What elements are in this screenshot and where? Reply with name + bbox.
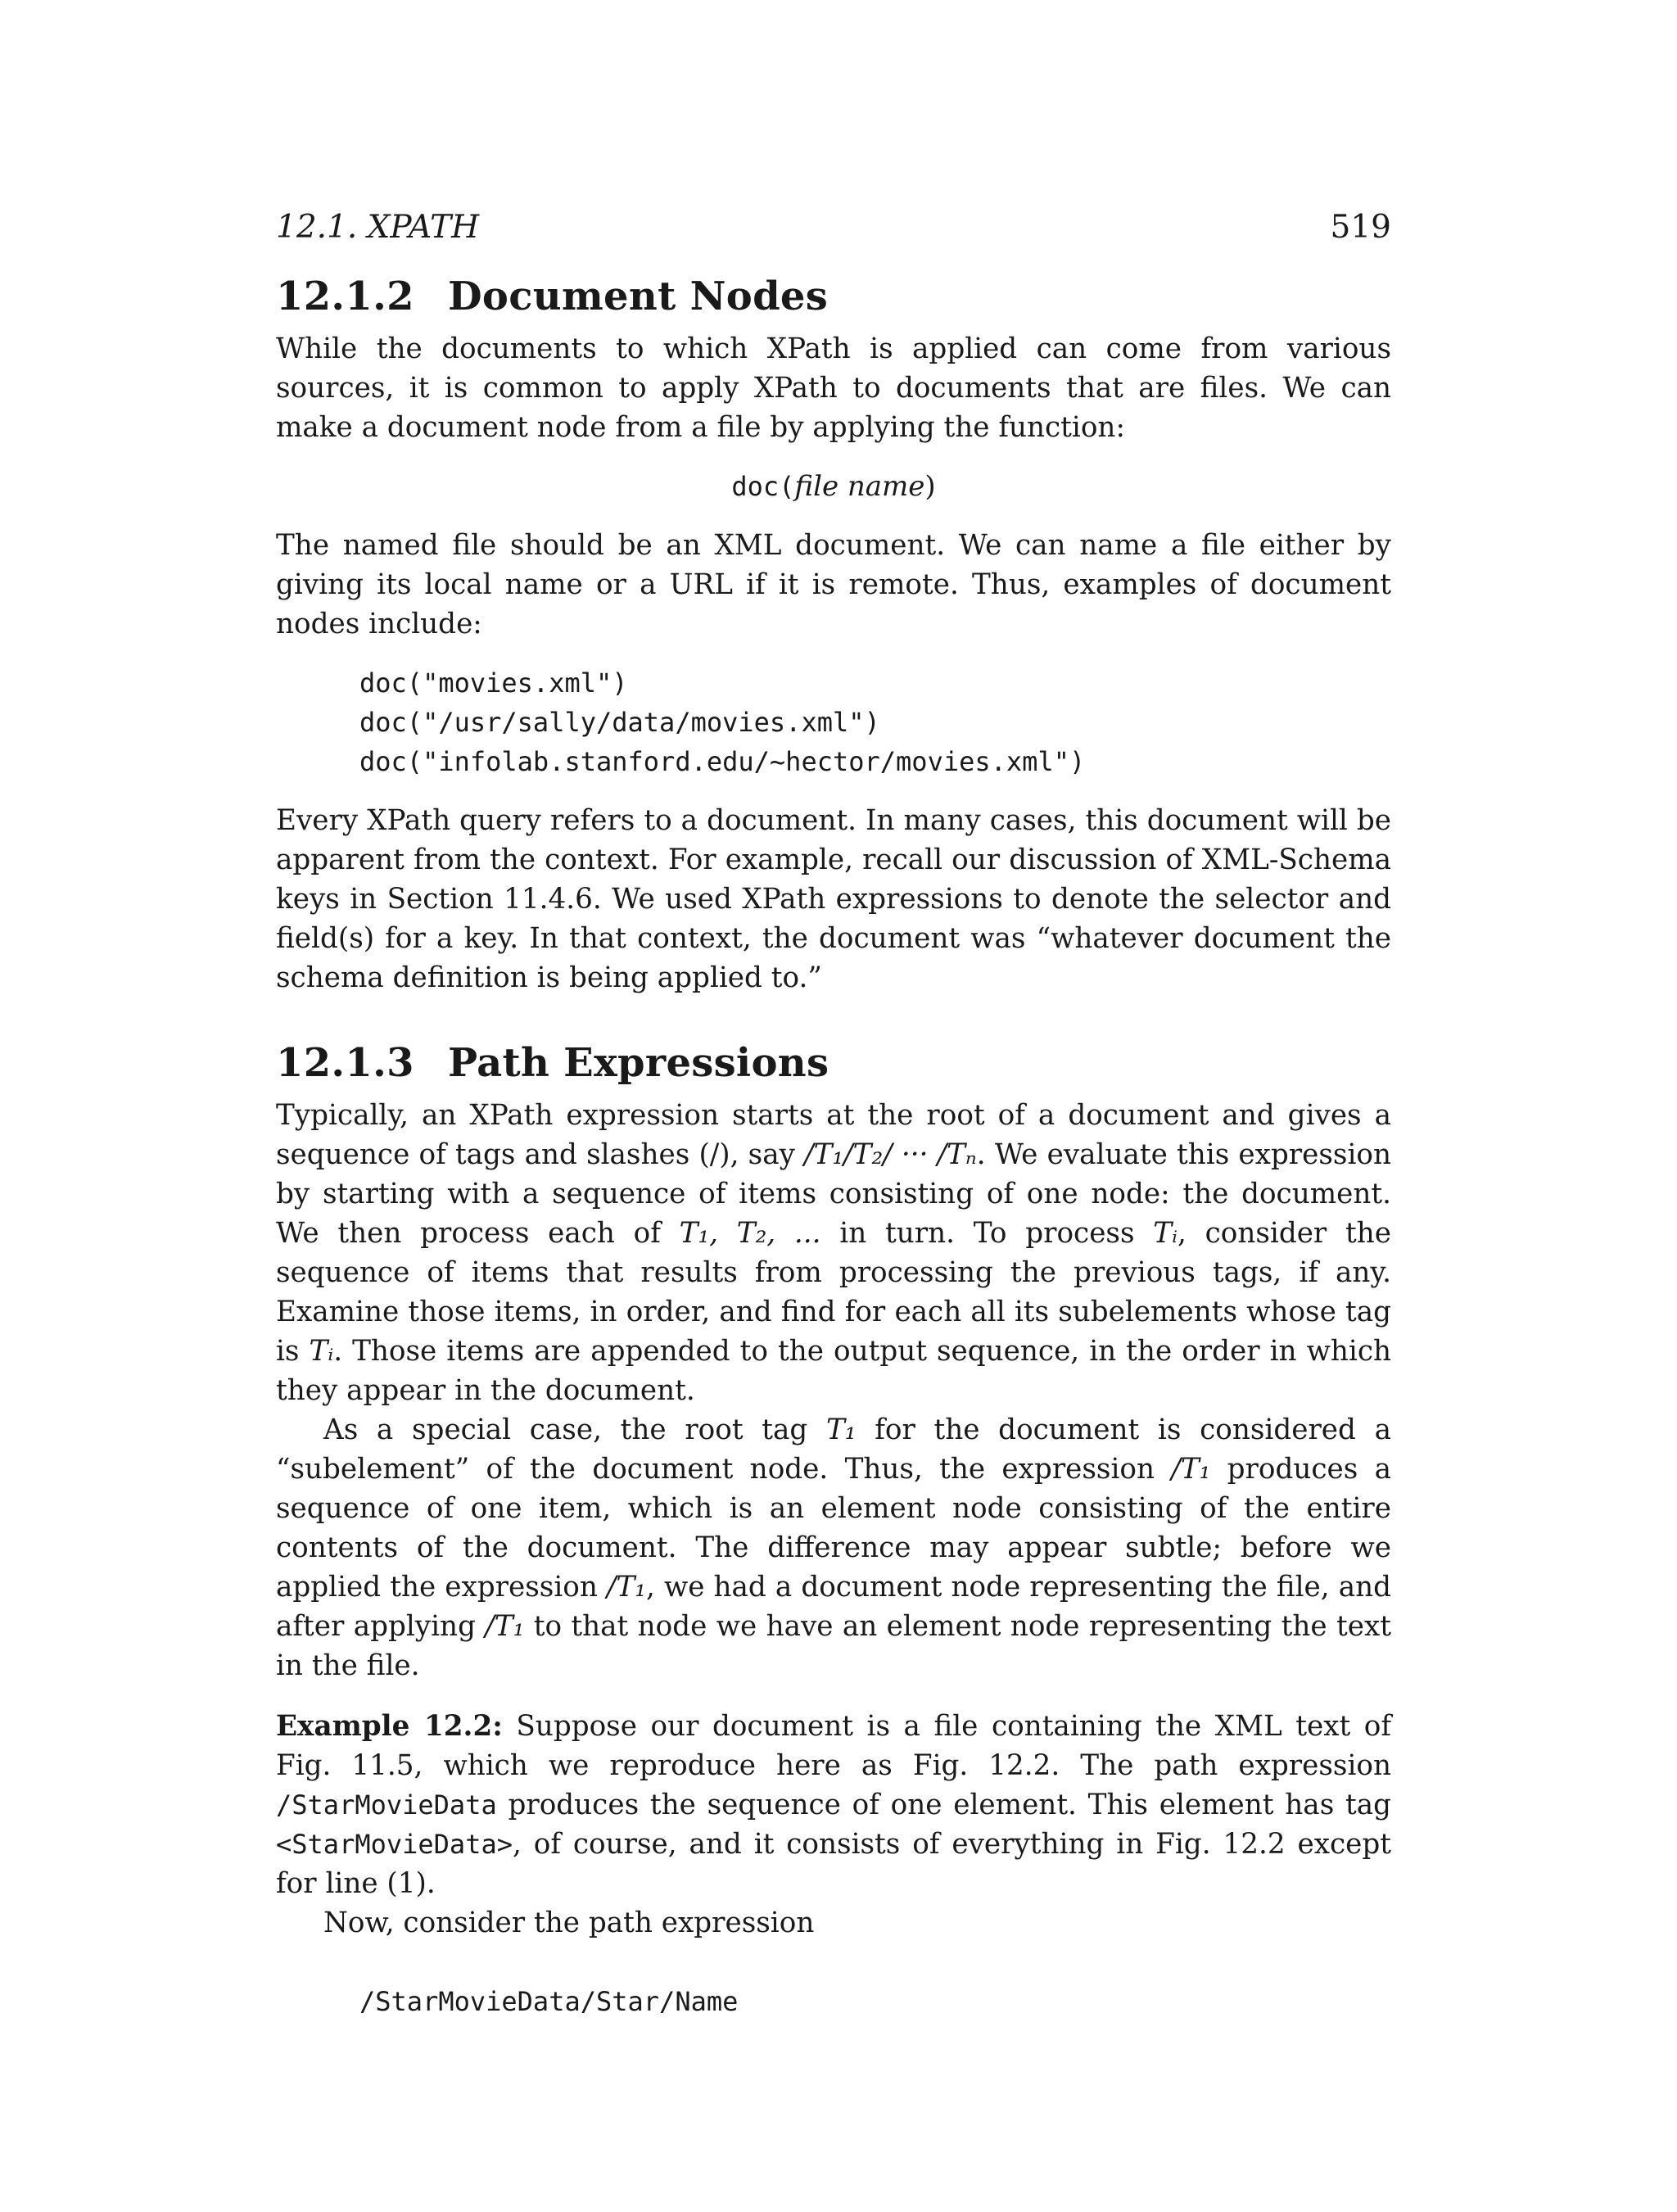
math: Tᵢ: [309, 1335, 334, 1368]
text-run: produces a sequence of one item, which is an element node consisting of the entire contents of the document. The difference may appear subtle; before we applied the expression: [276, 1453, 1391, 1604]
paragraph: Now, consider the path expression: [323, 1907, 815, 1939]
text-run: , consider the sequence of items that results from processing the previous tags, if any. Examine those items, in order, and find for each all its subelements whose tag is: [276, 1217, 1392, 1368]
section-number: 12.1.2: [276, 274, 414, 319]
code-line: doc("/usr/sally/data/movies.xml"): [359, 707, 880, 738]
formula-function: doc(: [731, 471, 795, 502]
math: T₁: [826, 1414, 857, 1446]
math: /T₁: [606, 1571, 646, 1604]
example-paragraph: [276, 1707, 1391, 1903]
formula-close: ): [924, 470, 936, 503]
code-examples: [276, 663, 1391, 781]
text-run: produces the sequence of one element. This element has tag: [496, 1789, 1391, 1821]
function-formula: [276, 467, 1391, 506]
text-run: to that node we have an element node representing the text in the file.: [276, 1610, 1391, 1682]
math: T₁, T₂, ...: [679, 1217, 821, 1250]
math: /T₁: [485, 1610, 525, 1643]
section-title: Path Expressions: [448, 1040, 829, 1086]
paragraph: [276, 1096, 1391, 1410]
inline-code: /StarMovieData: [276, 1789, 497, 1821]
inline-code: <StarMovieData>: [276, 1829, 513, 1860]
section-heading-document-nodes: [276, 270, 1391, 323]
page-number: 519: [1330, 209, 1391, 246]
text-run: As a special case, the root tag: [323, 1414, 826, 1446]
text-run: , we had a document node representing the file, and after applying: [276, 1571, 1392, 1643]
page: [276, 205, 1391, 2021]
formula-argument: file name: [794, 470, 925, 503]
text-run: Typically, an XPath expression starts at the root of a document and gives a sequence of tags and slashes (/), say: [276, 1099, 1391, 1171]
paragraph: [276, 1410, 1391, 1685]
text-run: Suppose our document is a file containing the XML text of Fig. 11.5, which we reproduce here as Fig. 12.2. The path expression: [276, 1710, 1391, 1782]
text-run: for the document is considered a “subelement” of the document node. Thus, the expression: [276, 1414, 1391, 1486]
paragraph: While the documents to which XPath is applied can come from various sources, it is common to apply XPath to documents that are files. We can make a document node from a file by applying the function:: [276, 332, 1391, 444]
text-run: . Those items are appended to the output sequence, in the order in which they appear in the document.: [276, 1335, 1391, 1407]
example-label: Example 12.2:: [276, 1710, 503, 1743]
paragraph: The named file should be an XML document. We can name a file either by giving its local name or a URL if it is remote. Thus, examples of document nodes include:: [276, 529, 1391, 640]
text-run: , of course, and it consists of everything in Fig. 12.2 except for line (1).: [276, 1828, 1391, 1900]
math: /T₁: [1171, 1453, 1211, 1486]
text-run: in turn. To process: [820, 1217, 1154, 1250]
section-heading-path-expressions: [276, 1037, 1391, 1089]
code-line: /StarMovieData/Star/Name: [359, 1986, 739, 2017]
section-number: 12.1.3: [276, 1040, 414, 1086]
code-line: doc("infolab.stanford.edu/~hector/movies.xml"): [359, 746, 1086, 777]
code-path-expression: [276, 1982, 1391, 2021]
paragraph: Every XPath query refers to a document. In many cases, this document will be apparent from the context. For example, recall our discussion of XML-Schema keys in Section 11.4.6. We used XPath expressions to denote the selector and field(s) for a key. In that context, the document was “whatever document the schema definition is being applied to.”: [276, 804, 1391, 994]
math: /T₁/T₂/ ··· /Tₙ: [804, 1138, 977, 1171]
math: Tᵢ: [1153, 1217, 1178, 1250]
running-head: [276, 205, 1391, 251]
text-run: . We evaluate this expression by starting with a sequence of items consisting of one node: the document. We then process each of: [276, 1138, 1392, 1250]
code-line: doc("movies.xml"): [359, 667, 628, 699]
section-title: Document Nodes: [448, 274, 829, 319]
chapter-title: 12.1. XPATH: [276, 209, 480, 246]
